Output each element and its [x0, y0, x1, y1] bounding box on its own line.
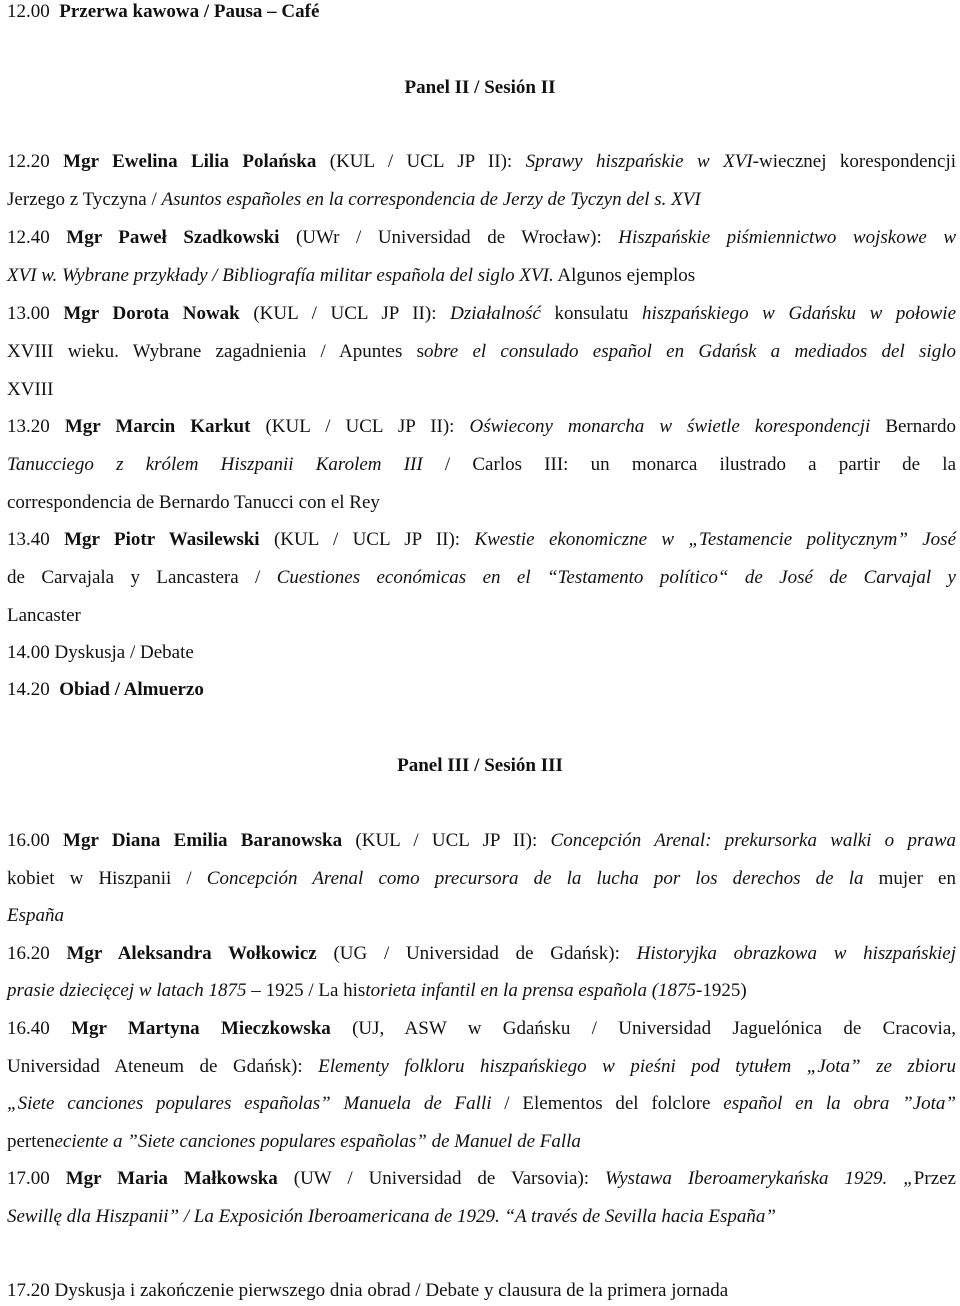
- talk-1240-line-2: [7, 264, 956, 288]
- speaker-name: Mgr Piotr Wasilewski: [64, 529, 260, 550]
- talk-1600-line-2: [7, 867, 956, 891]
- talk-1700-line-2: Sewillę dla Hiszpanii” / La Exposición Iberoamericana de 1929. “A través de Sevilla hacia España”: [7, 1206, 776, 1227]
- talk-time: 17.00: [7, 1168, 50, 1189]
- talk-1340-line-2: [7, 566, 956, 590]
- debate-line: [7, 641, 956, 665]
- talk-title-tail: Algunos ejemplos: [553, 265, 696, 286]
- talk-title-es-tail: eciente a ”Siete canciones populares españolas” de Manuel de Falla: [54, 1131, 581, 1152]
- talk-title-mid: konsulatu: [540, 303, 642, 324]
- talk-title-pl: Concepción Arenal: prekursorka walki o prawa: [550, 830, 957, 851]
- debate-label: Dyskusja / Debate: [54, 642, 194, 663]
- talk-time: 13.20: [7, 416, 50, 437]
- talk-title-cont: de Carvajala y Lancastera /: [7, 567, 277, 588]
- talk-time: 12.20: [7, 151, 50, 172]
- talk-title-tail: Bernardo: [870, 416, 957, 437]
- speaker-name: Mgr Marcin Karkut: [64, 416, 251, 437]
- talk-title-pl: Sprawy hiszpańskie w XVI-: [525, 151, 759, 172]
- speaker-name: Mgr Aleksandra Wołkowicz: [66, 943, 317, 964]
- talk-title-pl-cont: „Siete canciones populares españolas” Manuela de Falli: [7, 1093, 492, 1114]
- talk-1340-line-1: [7, 528, 956, 552]
- talk-1220-line-1: [7, 150, 956, 174]
- talk-title-mid: 1925 / La his: [265, 980, 366, 1001]
- speaker-name: Mgr Paweł Szadkowski: [66, 227, 280, 248]
- affiliation: (UWr / Universidad de Wrocław):: [279, 227, 619, 248]
- talk-1640-line-4: [7, 1130, 956, 1154]
- talk-1320-line-1: [7, 415, 956, 439]
- talk-1640-line-1: [7, 1017, 956, 1041]
- talk-title-pl-cont: prasie dziecięcej w latach 1875 –: [7, 980, 266, 1001]
- talk-title-pl-cont: Tanucciego z królem Hiszpanii Karolem III: [7, 454, 423, 475]
- talk-title-tail: -1925): [696, 980, 747, 1001]
- closing-label: Dyskusja i zakończenie pierwszego dnia obrad / Debate y clausura de la primera jornada: [54, 1280, 729, 1301]
- talk-title-pl: Wystawa Iberoamerykańska 1929. „: [605, 1168, 914, 1189]
- talk-1600-line-1: [7, 829, 956, 853]
- talk-1300-line-2: [7, 340, 956, 364]
- talk-title-pl: Kwestie ekonomiczne w „Testamencie politycznym” José: [474, 529, 957, 550]
- affiliation: (UG / Universidad de Gdańsk):: [316, 943, 637, 964]
- talk-1340-line-3: Lancaster: [7, 605, 81, 626]
- affiliation: (KUL / UCL JP II):: [316, 151, 526, 172]
- speaker-name: Mgr Dorota Nowak: [63, 303, 240, 324]
- talk-title-pl: Historyjka obrazkowa w hiszpańskiej: [636, 943, 956, 964]
- affiliation-cont: Universidad Ateneum de Gdańsk):: [7, 1056, 319, 1077]
- talk-1620-line-2: [7, 979, 956, 1003]
- talk-1240-line-1: [7, 226, 956, 250]
- speaker-name: Mgr Ewelina Lilia Polańska: [63, 151, 317, 172]
- closing-time: 17.20: [7, 1280, 50, 1301]
- speaker-name: Mgr Maria Małkowska: [65, 1168, 278, 1189]
- talk-title-pl: Hiszpańskie piśmiennictwo wojskowe w: [618, 227, 956, 248]
- talk-time: 16.00: [7, 830, 50, 851]
- talk-1320-line-2: [7, 453, 956, 477]
- talk-title-tail: mujer en: [863, 868, 956, 889]
- talk-title-es: Concepción Arenal como precursora de la lucha por los derechos de la: [206, 868, 864, 889]
- talk-time: 16.20: [7, 943, 50, 964]
- talk-time: 12.40: [7, 227, 50, 248]
- talk-time: 13.40: [7, 529, 50, 550]
- talk-title-es: español en la obra ”Jota”: [723, 1093, 956, 1114]
- closing-line: [7, 1279, 956, 1303]
- affiliation: (UW / Universidad de Varsovia):: [277, 1168, 606, 1189]
- panel-3-heading: Panel III / Sesión III: [397, 755, 563, 776]
- talk-title-es: Cuestiones económicas en el “Testamento político“ de José de Carvajal y: [276, 567, 956, 588]
- talk-title-es: torieta infantil en la prensa española (1875: [365, 980, 697, 1001]
- talk-1320-line-3: correspondencia de Bernardo Tanucci con el Rey: [7, 492, 380, 513]
- talk-time: 13.00: [7, 303, 50, 324]
- talk-title-es-start: / Elementos del folclore: [491, 1093, 724, 1114]
- affiliation: (UJ, ASW w Gdańsku / Universidad Jaguelónica de Cracovia,: [330, 1018, 957, 1039]
- talk-title-es: Asuntos españoles en la correspondencia de Jerzy de Tyczyn del s. XVI: [161, 189, 701, 210]
- affiliation: (KUL / UCL JP II):: [342, 830, 551, 851]
- speaker-name: Mgr Diana Emilia Baranowska: [63, 830, 343, 851]
- talk-1300-line-1: [7, 302, 956, 326]
- talk-title-es: / Carlos III: un monarca ilustrado a partir de la: [422, 454, 956, 475]
- talk-1220-line-2: [7, 188, 956, 212]
- talk-title-rest: wiecznej korespondencji: [759, 151, 957, 172]
- talk-title-es: XVI w. Wybrane przykłady / Bibliografía militar española del siglo XVI.: [7, 265, 554, 286]
- talk-1600-line-3: España: [7, 905, 64, 926]
- talk-title-es: obre el consulado español en Gdańsk a mediados del siglo: [424, 341, 956, 362]
- speaker-name: Mgr Martyna Mieczkowska: [71, 1018, 331, 1039]
- talk-title-tail: Przez: [913, 1168, 956, 1189]
- debate-time: 14.00: [7, 642, 50, 663]
- talk-1300-line-3: XVIII: [7, 379, 54, 400]
- panel-2-heading: Panel II / Sesión II: [404, 77, 556, 98]
- coffee-break-time: 12.00: [7, 1, 50, 22]
- coffee-break-line: [7, 0, 956, 24]
- talk-title-cont: XVIII wieku. Wybrane zagadnienia / Apuntes s: [7, 341, 425, 362]
- talk-time: 16.40: [7, 1018, 50, 1039]
- talk-title-cont: kobiet w Hiszpanii /: [7, 868, 207, 889]
- affiliation: (KUL / UCL JP II):: [250, 416, 470, 437]
- talk-title-cont: Jerzego z Tyczyna /: [7, 189, 162, 210]
- talk-title-pl: Działalność: [450, 303, 541, 324]
- affiliation: (KUL / UCL JP II):: [259, 529, 475, 550]
- lunch-time: 14.20: [7, 679, 50, 700]
- lunch-label: Obiad / Almuerzo: [59, 679, 204, 700]
- talk-title-pl: Oświecony monarcha w świetle korespondencji: [469, 416, 871, 437]
- talk-1620-line-1: [7, 942, 956, 966]
- talk-title-pl: Elementy folkloru hiszpańskiego w pieśni pod tytułem „Jota” ze zbioru: [318, 1056, 956, 1077]
- talk-1640-line-2: [7, 1055, 956, 1079]
- coffee-break-label: Przerwa kawowa / Pausa – Café: [59, 1, 320, 22]
- affiliation: (KUL / UCL JP II):: [239, 303, 451, 324]
- talk-1700-line-1: [7, 1167, 956, 1191]
- talk-title-es-cont: perten: [7, 1131, 55, 1152]
- lunch-line: [7, 678, 956, 702]
- talk-title-pl-2: hiszpańskiego w Gdańsku w połowie: [641, 303, 957, 324]
- talk-1640-line-3: [7, 1092, 956, 1116]
